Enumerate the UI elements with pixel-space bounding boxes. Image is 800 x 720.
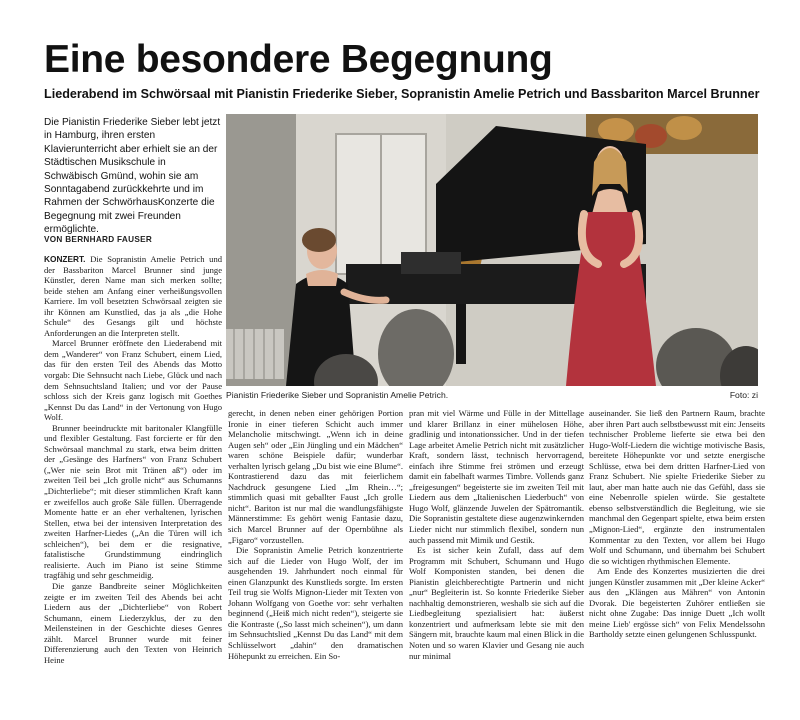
photo-caption-text: Pianistin Friederike Sieber und Sopranistin Amelie Petrich. bbox=[226, 390, 449, 400]
paragraph bbox=[44, 254, 222, 338]
teaser-text: Die Pianistin Friederike Sieber lebt jetzt in Hamburg, ihren ersten Klavierunterricht aber erhielt sie an der Städtischen Musikschule in Schwäbisch Gmünd, wohin sie am Sonntagabend zurückkehrte und im Rahmen der SchwörhausKonzerte die Begegnung mit zwei Freunden ermöglichte. bbox=[44, 117, 221, 236]
paragraph: gerecht, in denen neben einer gehörigen Portion Ironie in einer tieferen Schicht auch immer Melancholie mitschwingt. „Wenn ich in deine Augen seh“ oder „Ein Jüngling und ein Mädchen“ waren schöne Beispiele dafür; wunderbar verhalten lyrisch gelang „Du bist wie eine Blume“. Kontrastierend dazu das mit feierlichem Nachdruck gesungene Lied „Im Rhein…“; stimmlich quasi mit geballter Faust „Ich grolle nicht“. Bariton ist nur mal die wandlungsfähigste Männerstimme: Es gehört wenig Fantasie dazu, sich Marcel Brunner auf der Opernbühne als „Figaro“ vorzustellen. bbox=[228, 408, 403, 545]
lead-keyword: KONZERT. bbox=[44, 254, 86, 264]
paragraph-text: Die Sopranistin Amelie Petrich und der Bassbariton Marcel Brunner sind junge Künstler, deren Name man sich merken sollte; beide stehen am Anfang einer verheißungsvollen Karriere. Im voll besetzten Schwörsaal zeigten sie ihr Können am Kunstlied, das ja als „die Hohe Schule“ des Gesangs gilt und höchste Anforderungen an die Interpreten stellt. bbox=[44, 254, 222, 338]
paragraph: Die ganze Bandbreite seiner Möglichkeiten zeigte er im zweiten Teil des Abends bei acht Liedern aus der „Dichterliebe“ von Robert Schumann, einem Liederzyklus, der zu den Meilensteinen in der Geschichte dieses Genres zählt. Marcel Brunner wurde mit feiner Differenzierung auch den Texten von Heinrich Heine bbox=[44, 580, 222, 665]
teaser bbox=[44, 116, 222, 237]
paragraph: Brunner beeindruckte mit baritonaler Klangfülle und flexibler Gestaltung. Fast forcierte er für den Schwörsaal manchmal zu stark, etwa beim dritten der „Gesänge des Harfners“ von Franz Schubert („Wer nie sein Brot mit Tränen aß“) oder im zweiten Teil bei „Ich grolle nicht“ aus Schumanns „Dichterliebe“; mit dieser stimmlichen Kraft kann er zweifellos auch große Säle füllen. Überragende Momente hatte er an eher verhaltenen, lyrischen Stellen, etwa bei der intensiven Interpretation des zweiten Harfner-Liedes („An die Türen will ich schleichen“), bei dem er die resignative, fatalistische Grundstimmung eindringlich realisierte. Auch im Piano ist seine Stimme tragfähig und sehr geschmeidig. bbox=[44, 422, 222, 581]
article-column-1 bbox=[44, 254, 222, 665]
paragraph: Es ist sicher kein Zufall, dass auf dem Programm mit Schubert, Schumann und Hugo Wolf Komponisten standen, bei denen die Pianistin gleichberechtigte Partnerin und nicht „nur“ Begleiterin ist. So konnte Friederike Sieber nachhaltig demonstrieren, weshalb sie sich auf die Liedbegleitung spezialisiert hat: äußerst konzentriert und aufmerksam lebte sie mit den Sängern mit, brauchte kaum mal einen Blick in die Noten und so waren Klavier und Gesang nie auch nur minimal bbox=[409, 545, 584, 661]
paragraph: pran mit viel Wärme und Fülle in der Mittellage und klarer Brillanz in einer mühelosen Höhe, gradlinig und intonationssicher. Und in der tiefen Lage arbeitet Amelie Petrich nicht mit zusätzlicher Kraft, sondern lässt, technisch hervorragend, einfach ihre Stimme frei strömen und erzeugt damit ein fabelhaft warmes Timbre. Vollends ganz „freigesungen“ begeisterte sie im zweiten Teil mit Liedern aus dem „Italienischen Liederbuch“ von Hugo Wolf, glänzende Juwelen der Spätromantik. Die Sopranistin gestaltete diese augenzwinkernden Lieder nicht nur stimmlich flexibel, sondern nun auch passend mit Mimik und Gestik. bbox=[409, 408, 584, 545]
article-column-2 bbox=[228, 408, 403, 661]
article-column-3 bbox=[409, 408, 584, 661]
paragraph: Am Ende des Konzertes musizierten die drei jungen Künstler zusammen mit „Der kleine Acker“ aus den „Klängen aus Mähren“ von Antonin Dvorak. Die begeisterten Zuhörer entließen sie nicht ohne Zugabe: Das innige Duett „Ich wollt meine Lieb' ergösse sich“ von Felix Mendelssohn Bartholdy setzte einen gelungenen Schlusspunkt. bbox=[589, 566, 765, 640]
paragraph: Die Sopranistin Amelie Petrich konzentrierte sich auf die Lieder von Hugo Wolf, der im ausgehenden 19. Jahrhundert noch einmal für einen Glanzpunkt des Kunstlieds sorgte. Im ersten Teil trug sie Wolfs Mignon-Lieder mit Texten von Johann Wolfgang von Goethe vor: sehr verhalten beginnend („Heiß mich nicht reden“), steigerte sie die Kontraste („So lasst mich scheinen“), um dann im Sehnsuchtslied „Kennst Du das Land“ mit dem Schlüsselwort „dahin“ den dramatischen Höhepunkt zu erreichen. Ein So- bbox=[228, 545, 403, 661]
article-column-4 bbox=[589, 408, 765, 640]
headline: Eine besondere Begegnung bbox=[44, 38, 553, 81]
paragraph: auseinander. Sie ließ den Partnern Raum, brachte aber ihren Part auch selbstbewusst mit ein: Jenseits technischer Probleme lieferte sie etwa bei den Hugo-Wolf-Liedern die wichtige motivische Basis, bereitete Höhepunkte vor und setzte energische Schlüsse, etwa bei dem dritten Harfner-Lied von Franz Schubert. Nie spielte Friederike Sieber zu laut, aber man hatte auch nie das Gefühl, dass sie eine Nebenrolle spielen würde. Sie gestaltete ebenso selbstverständlich die Begleitung, wie sie manchmal den Gegenpart spielte, etwa beim ersten „Mignon-Lied“, ergänzte den instrumentalen Kommentar zu den Texten, vor allem bei Hugo Wolf und Schumann, und übernahm bei Schubert die so wichtigen rhythmischen Elemente. bbox=[589, 408, 765, 566]
subheadline: Liederabend im Schwörsaal mit Pianistin Friederike Sieber, Sopranistin Amelie Petrich und Bassbariton Marcel Brunner bbox=[44, 87, 760, 101]
concert-photo bbox=[226, 114, 758, 386]
paragraph: Marcel Brunner eröffnete den Liederabend mit dem „Wanderer“ von Franz Schubert, einem Lied, das für den ersten Teil des Abends das Motto vorgab: Die Sehnsucht nach Liebe, Glück und nach dem Sehnsuchtsland Italien; und vor der Pause schloss sich der Kreis ganz logisch mit Goethes „Kennst Du das Land“ in der Vertonung von Hugo Wolf. bbox=[44, 338, 222, 423]
byline: VON BERNHARD FAUSER bbox=[44, 235, 153, 244]
photo-caption bbox=[226, 390, 758, 400]
photo-credit: Foto: zi bbox=[729, 390, 758, 400]
